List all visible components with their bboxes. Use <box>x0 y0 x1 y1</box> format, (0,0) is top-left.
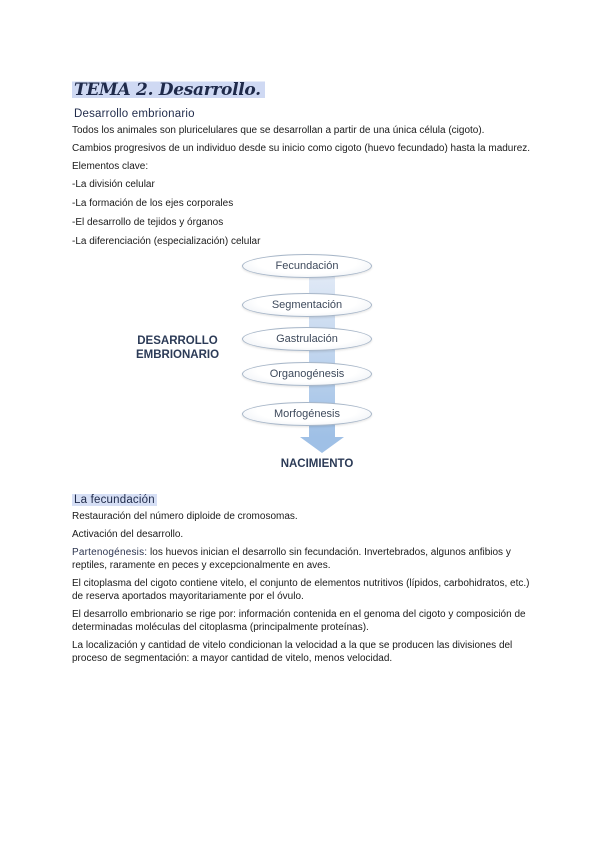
document-page <box>72 78 532 670</box>
paragraph: Elementos clave: <box>72 161 149 172</box>
development-stages-diagram <box>72 254 532 480</box>
stage-morfogenesis: Morfogénesis <box>242 402 372 426</box>
stage-organogenesis: Organogénesis <box>242 362 372 386</box>
diagram-label-line: DESARROLLO <box>137 335 218 347</box>
down-arrow-icon <box>300 437 344 453</box>
paragraph: Todos los animales son pluricelulares que se desarrollan a partir de una única célula (cigoto). <box>72 125 485 136</box>
section-heading-desarrollo-embrionario: Desarrollo embrionario <box>74 108 195 120</box>
page-title: TEMA 2. Desarrollo. <box>72 78 265 100</box>
list-item: -La división celular <box>72 179 155 190</box>
section-heading-fecundacion: La fecundación <box>74 494 155 506</box>
list-item: -La diferenciación (especialización) celular <box>72 236 261 247</box>
list-item: -La formación de los ejes corporales <box>72 198 234 209</box>
stage-gastrulacion: Gastrulación <box>242 327 372 351</box>
paragraph: El desarrollo embrionario se rige por: información contenida en el genoma del cigoto y composición de determinadas moléculas del citoplasma (principalmente proteínas). <box>72 609 526 633</box>
diagram-label <box>130 334 225 362</box>
term: Partenogénesis: <box>72 547 148 558</box>
paragraph: La localización y cantidad de vitelo condicionan la velocidad a la que se producen las divisiones del proceso de segmentación: a mayor cantidad de vitelo, menos velocidad. <box>72 640 513 664</box>
definition: los huevos inician el desarrollo sin fecundación. Invertebrados, algunos anfibios y reptiles, raramente en peces y excepcionalmente en aves. <box>72 547 511 571</box>
paragraph: Cambios progresivos de un individuo desde su inicio como cigoto (huevo fecundado) hasta la madurez. <box>72 143 531 154</box>
paragraph-partenogenesis <box>72 546 532 572</box>
stage-segmentacion: Segmentación <box>242 293 372 317</box>
stage-fecundacion: Fecundación <box>242 254 372 278</box>
diagram-label-line: EMBRIONARIO <box>135 349 220 361</box>
list-item: -El desarrollo de tejidos y órganos <box>72 217 224 228</box>
key-elements-list <box>72 178 532 248</box>
paragraph: Activación del desarrollo. <box>72 529 184 540</box>
diagram-end-label: NACIMIENTO <box>280 458 354 470</box>
paragraph: El citoplasma del cigoto contiene vitelo, el conjunto de elementos nutritivos (lípidos, carbohidratos, etc.) de reserva aportados mayoritariamente por el óvulo. <box>72 578 530 602</box>
paragraph: Restauración del número diploide de cromosomas. <box>72 511 298 522</box>
